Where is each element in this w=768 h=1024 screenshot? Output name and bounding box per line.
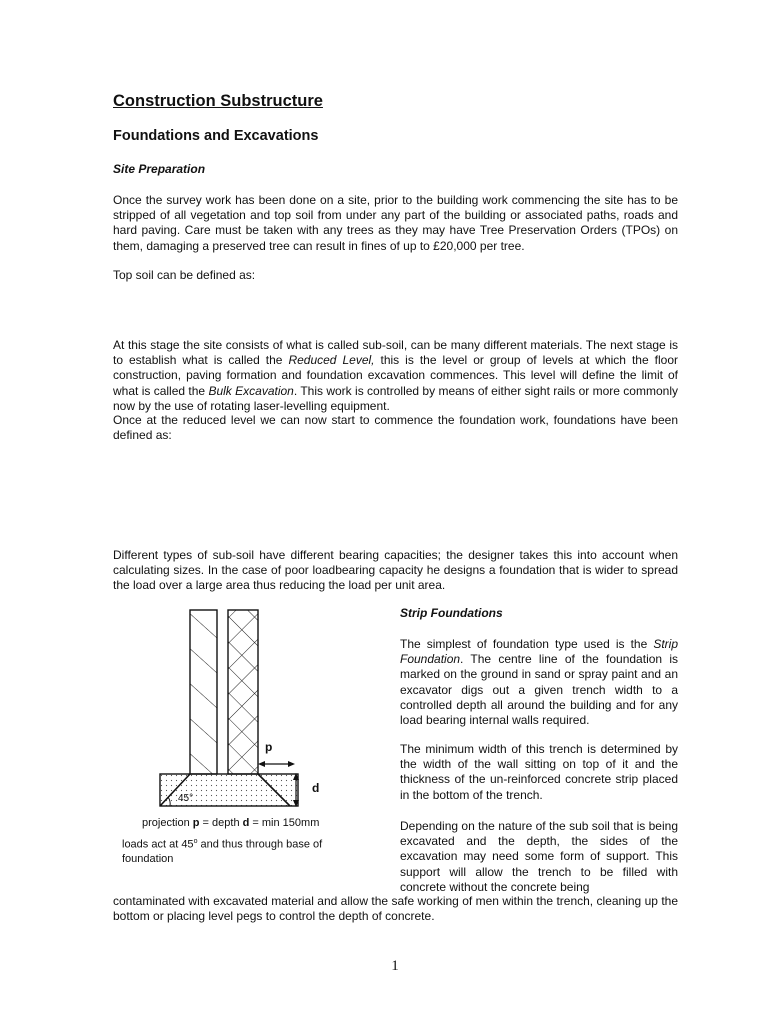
subsoil-text-1: At this stage the site consists of what is called sub-soil, can be many different materials. The next stage is to establish what is called the	[113, 338, 678, 368]
strip-foundations-heading: Strip Foundations	[400, 606, 503, 620]
subsoil-text-2: this is the level or group of levels at which the floor construction, paving formation and foundation excavation commences. This level will define the limit of what is called the	[113, 353, 678, 398]
strip-foundation-term: Strip Foundation	[400, 637, 678, 667]
strip-text-1: The simplest of foundation type used is the	[400, 637, 654, 651]
outer-wall-leaf	[190, 610, 217, 774]
projection-label: p	[265, 740, 273, 754]
depth-label: d	[312, 781, 320, 795]
support-paragraph-continued: contaminated with excavated material and allow the safe working of men within the trench, cleaning up the bottom or placing level pegs to control the depth of concrete.	[113, 894, 678, 924]
site-preparation-paragraph: Once the survey work has been done on a site, prior to the building work commencing the site has to be stripped of all vegetation and top soil from under any part of the building or associated paths, roads and hard paving. Care must be taken with any trees as they may have Tree Preservation Orders (TPOs) on them, damaging a preserved tree can result in fines of up to £20,000 per tree.	[113, 193, 678, 253]
caption-loads-sup: o	[193, 838, 198, 845]
trench-width-paragraph: The minimum width of this trench is determined by the width of the wall sitting on top of it and the thickness of the un-reinforced concrete strip placed in the bottom of the trench.	[400, 742, 678, 802]
angle-label: 45°	[178, 793, 194, 804]
caption-text-3: = min 150mm	[249, 817, 320, 829]
bulk-excavation-term: Bulk Excavation	[208, 383, 294, 398]
diagram-caption-loads	[122, 835, 337, 866]
strip-text-2: . The centre line of the foundation is marked on the ground in sand or spray paint and an excavator digs out a given trench width to a controlled depth all around the building and for any load bearing internal walls required.	[400, 652, 678, 728]
support-paragraph-column: Depending on the nature of the sub soil that is being excavated and the depth, the sides of the excavation may need some form of support. This support will allow the trench to be filled with concrete without the concrete being	[400, 819, 678, 894]
diagram-caption-projection	[142, 816, 319, 830]
section-heading: Foundations and Excavations	[113, 128, 319, 144]
foundation-definition-prompt: Once at the reduced level we can now start to commence the foundation work, foundations have been defined as:	[113, 413, 678, 443]
caption-text-2: = depth	[199, 817, 243, 829]
site-preparation-heading: Site Preparation	[113, 162, 206, 176]
caption-d: d	[242, 817, 250, 829]
strip-foundation-diagram	[140, 604, 350, 814]
page-number: 1	[391, 958, 399, 974]
reduced-level-term: Reduced Level,	[288, 353, 375, 368]
caption-loads-2: and thus through base of foundation	[122, 838, 323, 865]
caption-text-1: projection	[142, 817, 193, 829]
strip-foundation-paragraph	[400, 637, 678, 728]
bearing-capacity-paragraph: Different types of sub-soil have different bearing capacities; the designer takes this into account when calculating sizes. In the case of poor loadbearing capacity he designs a foundation that is wider to spread the load over a large area thus reducing the load per unit area.	[113, 548, 678, 593]
projection-arrow-left	[258, 761, 265, 767]
projection-arrow-right	[288, 761, 295, 767]
inner-wall-leaf	[228, 610, 258, 774]
subsoil-paragraph	[113, 338, 678, 414]
subsoil-text-3: . This work is controlled by means of either sight rails or more commonly now by the use of rotating laser-levelling equipment.	[113, 383, 678, 413]
topsoil-definition-prompt: Top soil can be defined as:	[113, 268, 256, 282]
caption-p: p	[192, 817, 200, 829]
caption-loads-1: loads act at 45	[122, 838, 194, 851]
document-title: Construction Substructure	[113, 92, 323, 110]
